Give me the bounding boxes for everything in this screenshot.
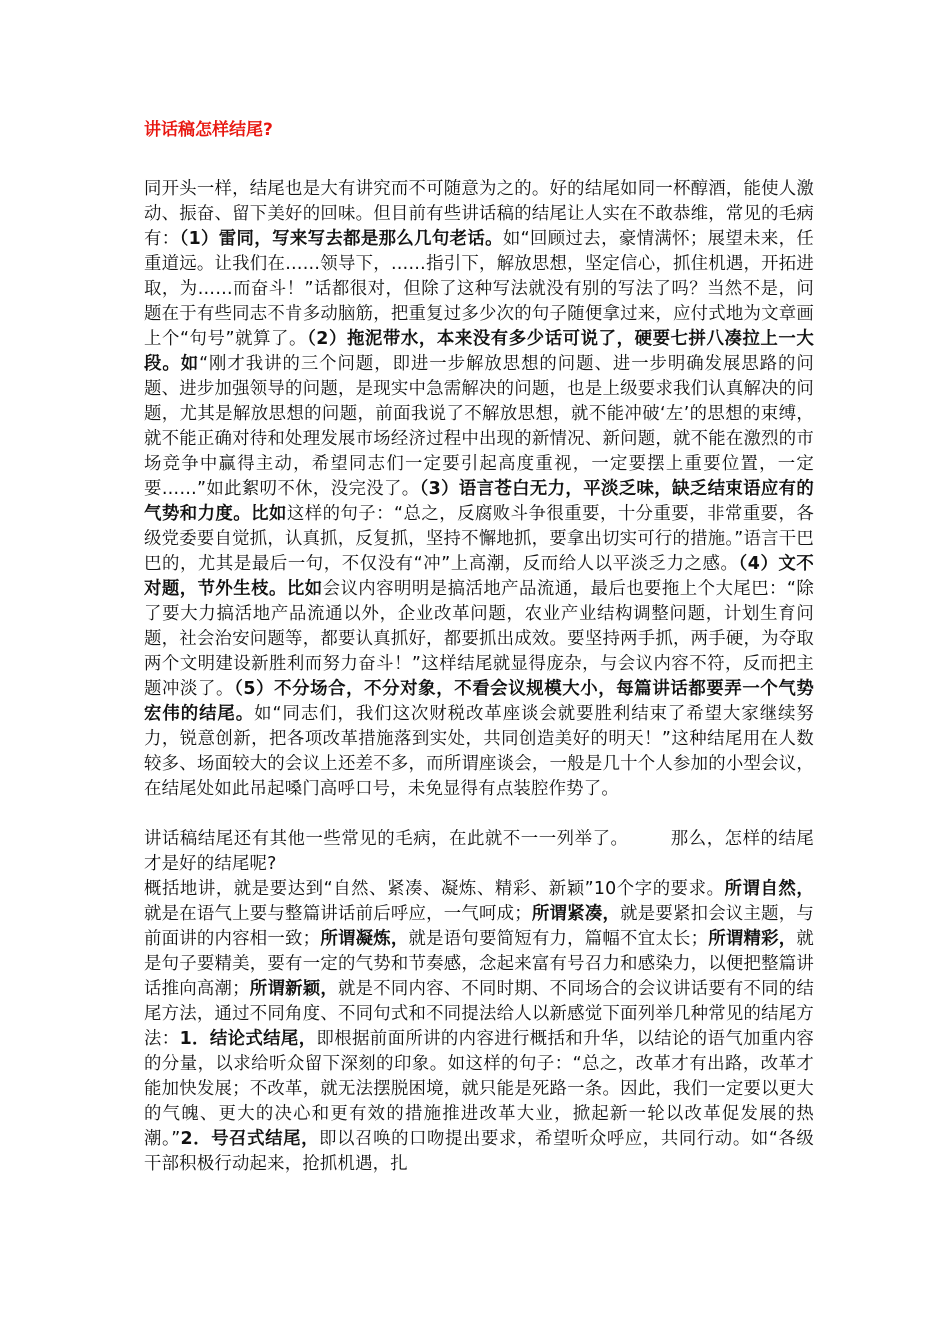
paragraph-common-problems <box>144 177 814 802</box>
bold-run: 所谓精彩， <box>708 929 797 949</box>
text-run: 这样的句子：“总之，反腐败斗争很重要，十分重要，非常重要，各级党委要自觉抓，认真抓，反复抓，坚持不懈地抓，要拿出切实可行的措施。”语言干巴巴的，尤其是最后一句，不仅没有“冲”上高潮，反而给人以平淡乏力之感。 <box>144 504 814 574</box>
text-run: “刚才我讲的三个问题，即进一步解放思想的问题、进一步明确发展思路的问题、进步加强领导的问题，是现实中急需解决的问题，也是上级要求我们认真解决的问题，尤其是解放思想的问题，前面我说了不解放思想，就不能冲破‘左’的思想的束缚，就不能正确对待和处理发展市场经济过程中出现的新情况、新问题，就不能在激烈的市场竞争中赢得主动，希望同志们一定要引起高度重视，一定要摆上重要位置，一定要……”如此絮叨不休，没完没了。 <box>144 354 814 499</box>
bold-run: 所谓凝炼， <box>320 929 409 949</box>
text-run: 如“回顾过去，豪情满怀；展望未来，任重道远。让我们在……领导下，……指引下，解放思想，坚定信心，抓住机遇，开拓进取，为……而奋斗！”话都很对，但除了这种写法就没有别的写法了吗？当然不是，问题在于有些同志不肯多动脑筋，把重复过多少次的句子随便拿过来，应付式地为文章画上个“句号”就算了。 <box>144 229 814 349</box>
bold-run: （3）语言苍白无力，平淡乏味，缺乏结束语应有的气势和力度。比如 <box>144 479 814 524</box>
bold-run: 所谓紧凑， <box>531 904 621 924</box>
text-run: 如“同志们，我们这次财税改革座谈会就要胜利结束了希望大家继续努力，锐意创新，把各项改革措施落到实处，共同创造美好的明天！”这种结尾用在人数较多、场面较大的会议上还差不多，而所谓座谈会，一般是几十个人参加的小型会议，在结尾处如此吊起嗓门高呼口号，未免显得有点装腔作势了。 <box>144 704 815 799</box>
transition-tail: 那么，怎样的结尾才是好的结尾呢? <box>144 829 814 874</box>
paragraph-transition <box>144 827 814 877</box>
bold-run: 2．号召式结尾， <box>180 1129 320 1149</box>
text-run: 会议内容明明是搞活地产品流通，最后也要拖上个大尾巴：“除了要大力搞活地产品流通以外，企业改革问题，农业产业结构调整问题，计划生育问题，社会治安问题等，都要认真抓好，都要抓出成效。要坚持两手抓，两手硬，为夺取两个文明建设新胜利而努力奋斗！”这样结尾就显得庞杂，与会议内容不符，反而把主题冲淡了。 <box>144 579 814 699</box>
paragraph-good-endings <box>144 877 814 1177</box>
text-run: 就是语句要简短有力，篇幅不宜太长； <box>408 929 709 949</box>
text-run: 就是句子要精美，要有一定的气势和节奏感，念起来富有号召力和感染力，以便把整篇讲话推向高潮； <box>144 929 814 999</box>
text-run: 就是要紧扣会议主题，与前面讲的内容相一致； <box>144 904 814 949</box>
bold-run: 1．结论式结尾， <box>179 1029 317 1049</box>
bold-run: （2）拖泥带水，本来没有多少话可说了，硬要七拼八凑拉上一大段。如 <box>144 329 814 374</box>
text-run: 同开头一样，结尾也是大有讲究而不可随意为之的。好的结尾如同一杯醇酒，能使人激动、振奋、留下美好的回味。但目前有些讲话稿的结尾让人实在不敢恭维，常见的毛病有： <box>144 179 814 249</box>
text-run: 就是在语气上要与整篇讲话前后呼应，一气呵成； <box>144 904 532 924</box>
text-run: 即根据前面所讲的内容进行概括和升华，以结论的语气加重内容的分量，以求给听众留下深刻的印象。如这样的句子：“总之，改革才有出路，改革才能加快发展；不改革，就无法摆脱困境，就只能是死路一条。因此，我们一定要以更大的气魄、更大的决心和更有效的措施推进改革大业，掀起新一轮以改革促发展的热潮。” <box>144 1029 815 1149</box>
bold-run: （1）雷同，写来写去都是那么几句老话。 <box>179 229 503 249</box>
document-title: 讲话稿怎样结尾? <box>144 120 273 140</box>
bold-run: 所谓自然， <box>724 879 814 899</box>
text-run: 概括地讲，就是要达到“自然、紧凑、凝炼、精彩、新颖”10个字的要求。 <box>144 879 725 899</box>
text-run: 即以召唤的口吻提出要求，希望听众呼应，共同行动。如“各级干部积极行动起来，抢抓机遇，扎 <box>144 1129 815 1174</box>
document-page <box>144 118 814 1177</box>
transition-head: 讲话稿结尾还有其他一些常见的毛病，在此就不一一列举了。 <box>144 829 629 849</box>
bold-run: 所谓新颖， <box>249 979 338 999</box>
bold-run: （5）不分场合，不分对象，不看会议规模大小，每篇讲话都要弄一个气势宏伟的结尾。 <box>144 679 814 724</box>
bold-run: （4）文不对题，节外生枝。比如 <box>144 554 814 599</box>
text-run: 就是不同内容、不同时期、不同场合的会议讲话要有不同的结尾方法，通过不同角度、不同句式和不同提法给人以新感觉下面列举几种常见的结尾方法： <box>144 979 814 1049</box>
